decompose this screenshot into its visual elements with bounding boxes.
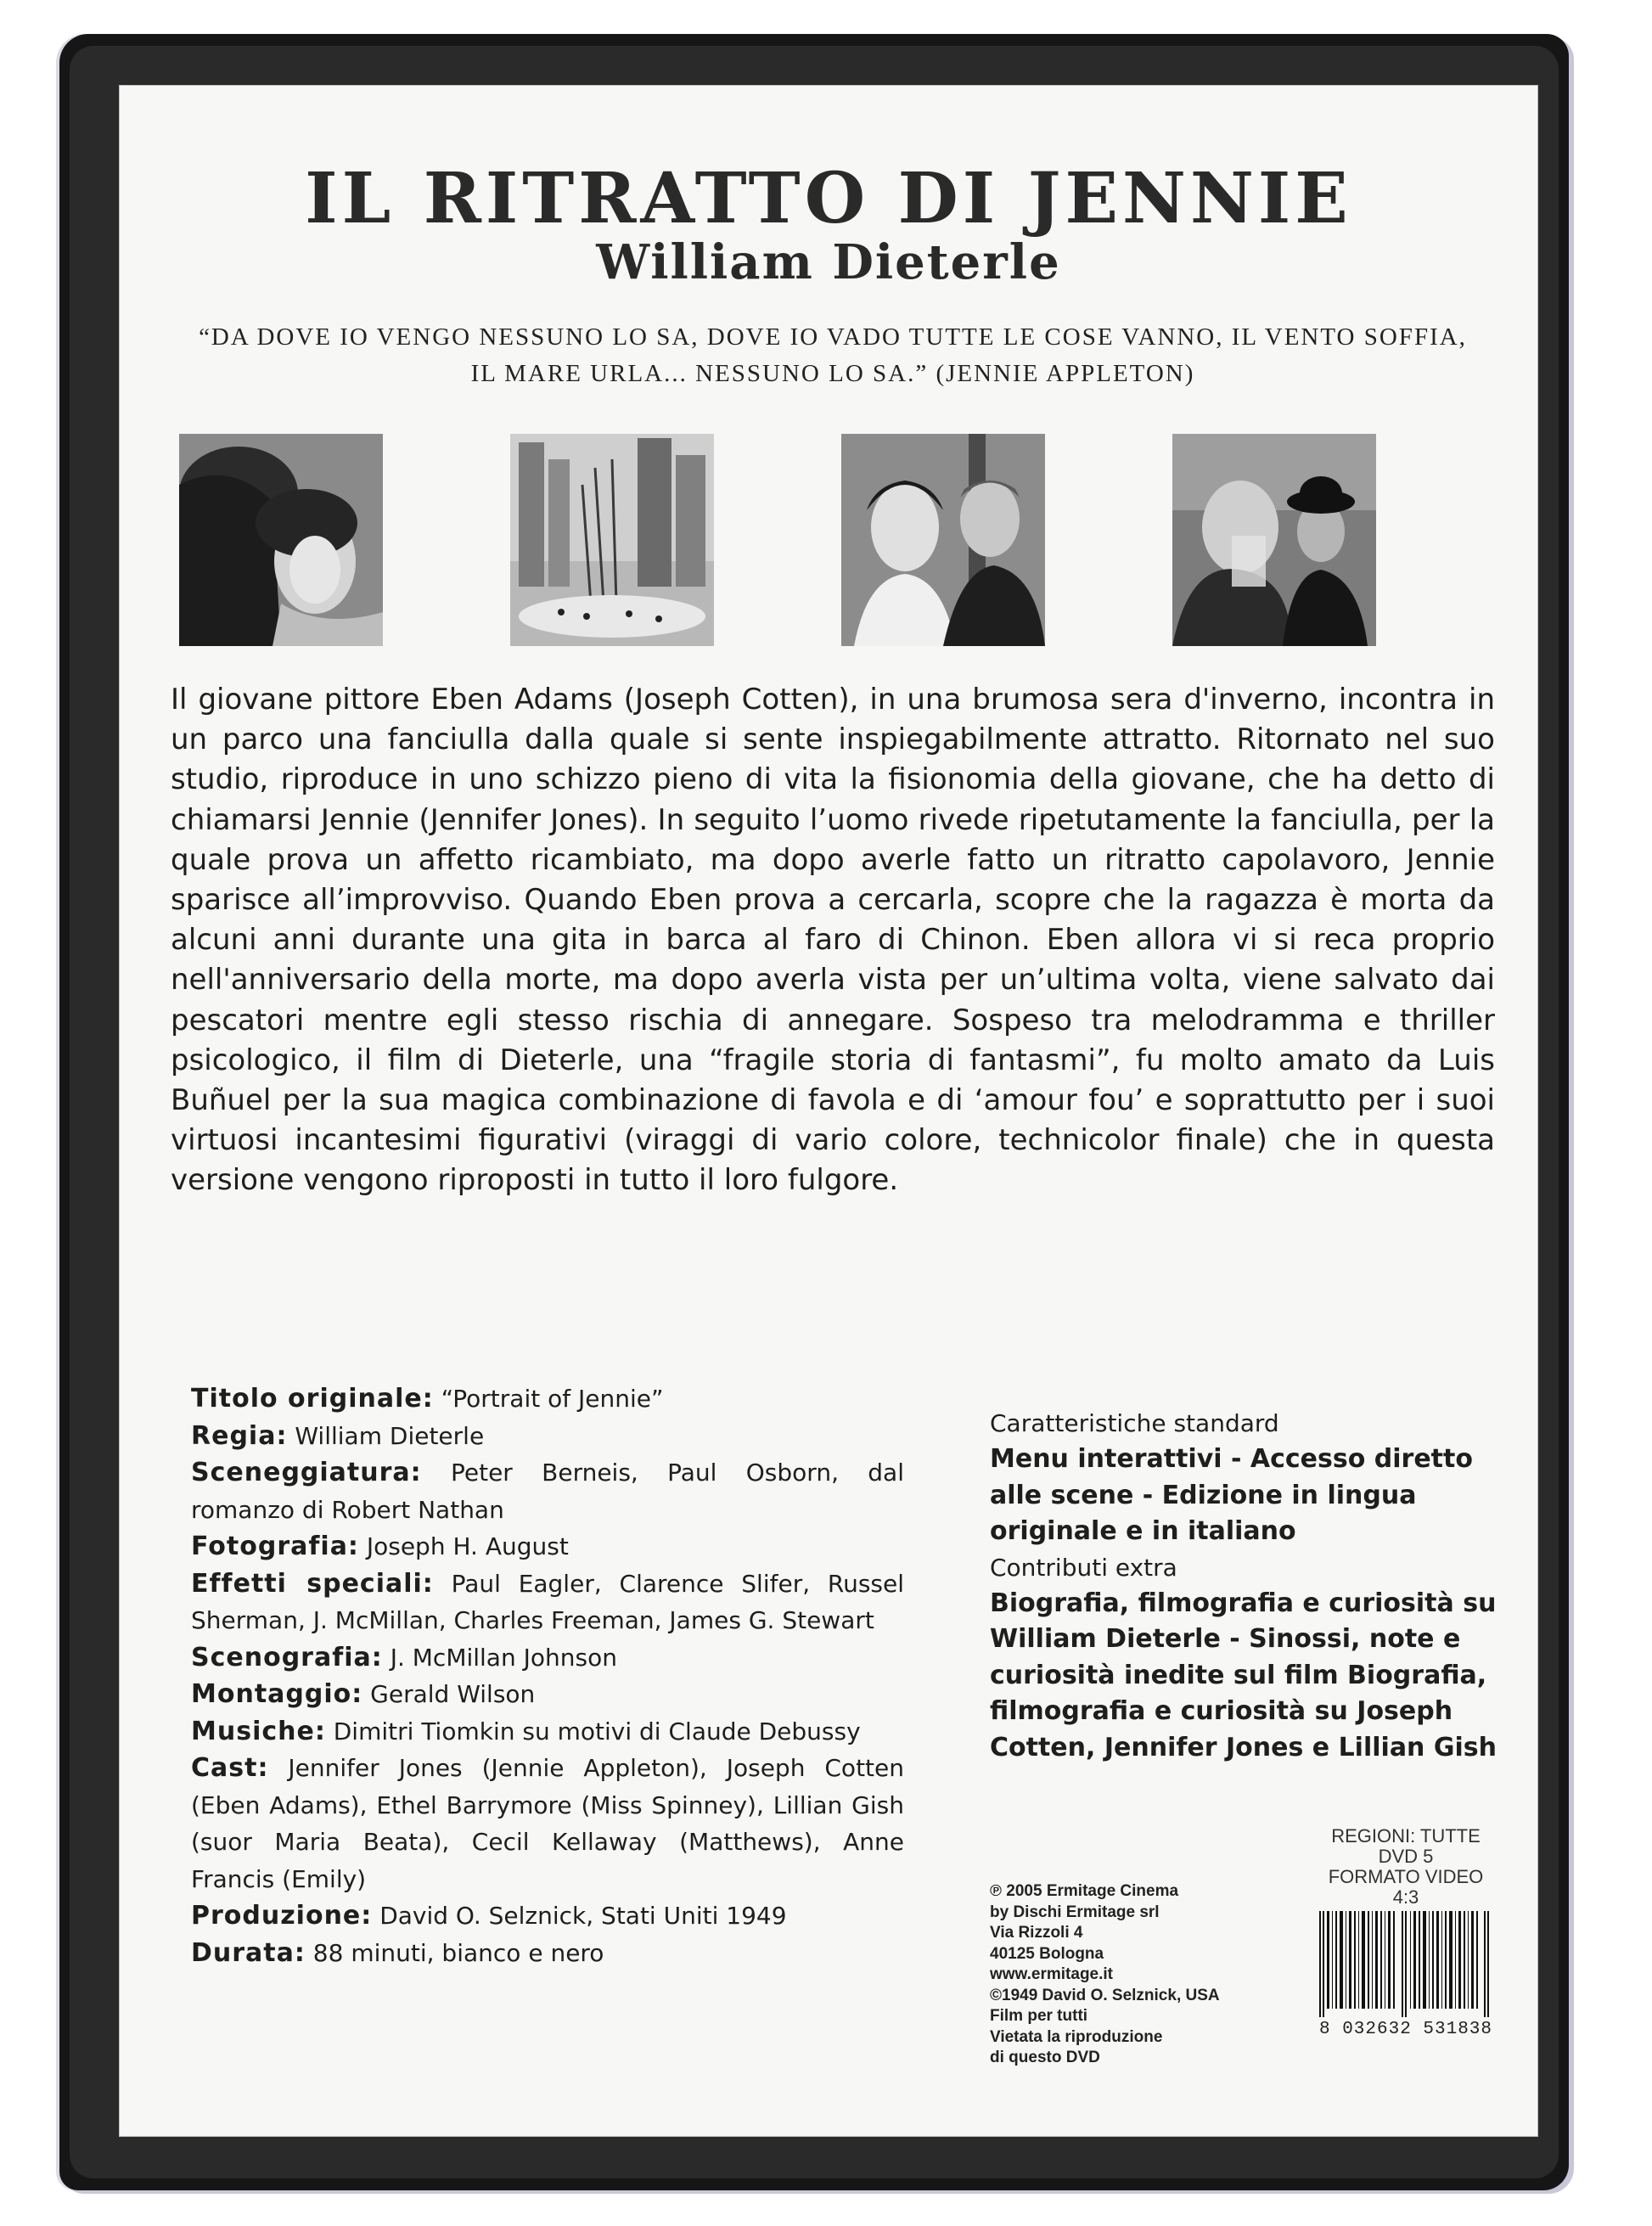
credit-value: Paul Eagler, Clarence Slifer, Russel Sherman, J. McMillan, Charles Freeman, James G. Stewart bbox=[191, 1569, 905, 1634]
credit-label: Musiche: bbox=[191, 1716, 326, 1746]
credit-row bbox=[191, 1750, 904, 1897]
credit-label: Scenografia: bbox=[191, 1642, 383, 1672]
credit-row bbox=[191, 1566, 904, 1639]
credit-label: Effetti speciali: bbox=[191, 1568, 434, 1599]
credit-value: William Dieterle bbox=[295, 1421, 485, 1450]
credit-label: Produzione: bbox=[191, 1901, 373, 1931]
film-still-1 bbox=[179, 434, 383, 646]
director-name: William Dieterle bbox=[596, 234, 1061, 290]
publisher-line: Vietata la riproduzione bbox=[990, 2027, 1163, 2046]
dvd-specs bbox=[1308, 1826, 1503, 1908]
film-still-2 bbox=[510, 434, 714, 646]
credit-row bbox=[191, 1418, 904, 1455]
synopsis-text: Il giovane pittore Eben Adams (Joseph Cotten), in una brumosa sera d'inverno, incontra in un parco una fanciulla dalla quale si sente inspiegabilmente attratto. Ritornato nel suo studio, riproduce in uno schizzo pieno di vita la fisionomia della giovane, che ha detto di chiamarsi Jennie (Jennifer Jones). In seguito l’uomo rivede ripetutamente la fanciulla, per la quale prova un affetto ricambiato, ma dopo averle fatto un ritratto capolavoro, Jennie sparisce all’improvviso. Quando Eben prova a cercarla, scopre che la ragazza è morta da alcuni anni durante una gita in barca al faro di Chinon. Eben allora vi si reca proprio nell'anniversario della morte, ma dopo averla vista per un’ultima volta, viene salvato dai pescatori mentre egli stesso rischia di annegare. Sospeso tra melodramma e thriller psicologico, il film di Dieterle, una “fragile storia di fantasmi”, fu molto amato da Luis Buñuel per la sua magica combinazione di favola e di ‘amour fou’ e soprattutto per i suoi virtuosi incantesimi figurativi (viraggi di vario colore, technicolor finale) che in questa versione vengono riproposti in tutto il loro fulgore. bbox=[171, 683, 1495, 1198]
barcode-number: 8 032632 531838 bbox=[1318, 2020, 1493, 2039]
quote bbox=[196, 319, 1469, 392]
credit-label: Fotografia: bbox=[191, 1532, 359, 1561]
video-format-label: FORMATO VIDEO bbox=[1328, 1866, 1484, 1887]
dvd-features bbox=[990, 1406, 1499, 1766]
credit-label: Cast: bbox=[191, 1753, 269, 1783]
standard-features-text: Menu interattivi - Accesso diretto alle scene - Edizione in lingua originale e in italiano bbox=[990, 1444, 1473, 1546]
disc-format-spec: DVD 5 bbox=[1378, 1846, 1434, 1867]
credit-row bbox=[191, 1935, 904, 1972]
publisher-line: by Dischi Ermitage srl bbox=[990, 1903, 1160, 1921]
standard-features-heading: Caratteristiche standard bbox=[990, 1409, 1279, 1437]
credit-row bbox=[191, 1713, 904, 1751]
publisher-line: di questo DVD bbox=[990, 2049, 1100, 2066]
extra-features-heading: Contributi extra bbox=[990, 1553, 1177, 1582]
film-still-1-image bbox=[179, 434, 383, 646]
credit-label: Durata: bbox=[191, 1937, 306, 1968]
credit-label: Sceneggiatura: bbox=[191, 1458, 422, 1487]
credit-value: Peter Berneis, Paul Osborn, dal romanzo di Robert Nathan bbox=[191, 1459, 904, 1524]
credit-value: Joseph H. August bbox=[366, 1532, 569, 1560]
credit-label: Montaggio: bbox=[191, 1679, 363, 1709]
publisher-line: 40125 Bologna bbox=[990, 1944, 1104, 1963]
barcode-image bbox=[1312, 1911, 1499, 2017]
credit-value: “Portrait of Jennie” bbox=[441, 1385, 664, 1413]
region-spec: REGIONI: TUTTE bbox=[1331, 1825, 1481, 1847]
publisher-line: Film per tutti bbox=[990, 2007, 1088, 2025]
film-still-4-image bbox=[1172, 434, 1376, 646]
credit-label: Regia: bbox=[191, 1420, 288, 1451]
credit-value: David O. Selznick, Stati Uniti 1949 bbox=[379, 1902, 787, 1930]
publisher-line: www.ermitage.it bbox=[990, 1965, 1113, 1983]
film-still-2-image bbox=[510, 434, 714, 646]
credit-value: 88 minuti, bianco e nero bbox=[312, 1938, 604, 1967]
credit-row bbox=[191, 1454, 904, 1528]
publisher-info bbox=[990, 1881, 1261, 2069]
credit-value: Gerald Wilson bbox=[370, 1680, 536, 1708]
extra-features-text: Biografia, filmografia e curiosità su William Dieterle - Sinossi, note e curiosità inedite sul film Biografia, filmografia e curiosità su Joseph Cotten, Jennifer Jones e Lillian Gish bbox=[990, 1588, 1497, 1762]
film-still-3-image bbox=[841, 434, 1045, 646]
film-still-3 bbox=[841, 434, 1045, 646]
credit-row bbox=[191, 1676, 904, 1713]
publisher-line: ©1949 David O. Selznick, USA bbox=[990, 1986, 1220, 2004]
publisher-line: Via Rizzoli 4 bbox=[990, 1924, 1083, 1942]
credit-row bbox=[191, 1897, 904, 1935]
credit-label: Titolo originale: bbox=[191, 1384, 434, 1414]
film-still-4 bbox=[1172, 434, 1376, 646]
film-title: IL RITRATTO DI JENNIE bbox=[305, 158, 1352, 239]
credit-row bbox=[191, 1380, 904, 1418]
credit-value: J. McMillan Johnson bbox=[390, 1643, 617, 1672]
quote-line-1: “DA DOVE IO VENGO NESSUNO LO SA, DOVE IO VADO TUTTE LE COSE VANNO, IL VENTO SOFFIA, bbox=[199, 323, 1467, 351]
credit-row bbox=[191, 1528, 904, 1566]
quote-line-2: IL MARE URLA... NESSUNO LO SA.” (JENNIE APPLETON) bbox=[470, 360, 1195, 387]
credit-value: Jennifer Jones (Jennie Appleton), Joseph Cotten (Eben Adams), Ethel Barrymore (Miss Spinney), Lillian Gish (suor Maria Beata), Cecil Kellaway (Matthews), Anne Francis (Emily) bbox=[191, 1754, 904, 1893]
aspect-ratio-spec: 4:3 bbox=[1392, 1886, 1419, 1908]
credits-list bbox=[191, 1380, 904, 1971]
back-cover-sheet bbox=[119, 85, 1538, 2137]
credit-row bbox=[191, 1639, 904, 1677]
publisher-line: ℗ 2005 Ermitage Cinema bbox=[990, 1882, 1179, 1900]
credit-value: Dimitri Tiomkin su motivi di Claude Debussy bbox=[333, 1717, 861, 1745]
